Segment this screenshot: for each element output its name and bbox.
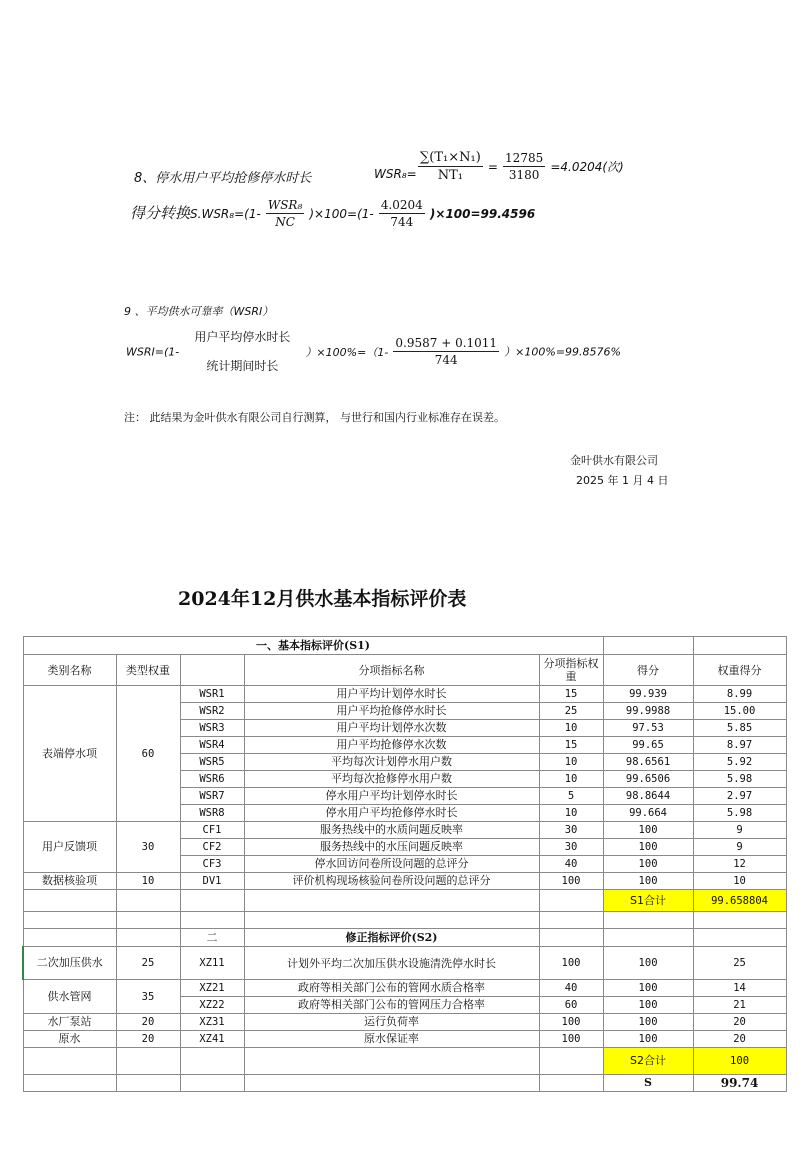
item-weight: 15 xyxy=(539,737,603,754)
category-name: 二次加压供水 xyxy=(23,947,116,980)
item-weight: 10 xyxy=(539,805,603,822)
group-weight: 60 xyxy=(116,686,180,822)
item-score: 99.65 xyxy=(603,737,693,754)
item-code: CF1 xyxy=(180,822,244,839)
item-weighted-score: 2.97 xyxy=(693,788,786,805)
table-row xyxy=(23,980,786,997)
item-name: 服务热线中的水压问题反映率 xyxy=(244,839,539,856)
item9-fraction-num: 用户平均停水时长 xyxy=(194,330,291,344)
item-weight: 15 xyxy=(539,686,603,703)
empty-cell xyxy=(603,929,693,947)
score-fraction-2-den: 744 xyxy=(390,215,414,229)
s2-total-row xyxy=(23,1048,786,1075)
category-weight: 20 xyxy=(116,1014,180,1031)
category-name: 水厂泵站 xyxy=(23,1014,116,1031)
item8-score-row xyxy=(130,198,535,229)
item-weighted-score: 12 xyxy=(693,856,786,873)
item9-formula xyxy=(126,328,621,374)
empty-cell xyxy=(116,1075,180,1092)
table-row xyxy=(23,822,786,839)
item9-label: 9 、平均供水可靠率（WSRI） xyxy=(124,305,274,318)
item9-fraction xyxy=(192,328,292,374)
score-fraction-2-num: 4.0204 xyxy=(380,198,423,212)
item-weight: 100 xyxy=(539,947,603,980)
item-weighted-score: 5.92 xyxy=(693,754,786,771)
item-weighted-score: 20 xyxy=(693,1031,786,1048)
table-row xyxy=(23,873,786,890)
empty-cell xyxy=(603,912,693,929)
empty-cell xyxy=(23,890,116,912)
header-score: 得分 xyxy=(603,655,693,686)
empty-cell xyxy=(539,1075,603,1092)
item-name: 运行负荷率 xyxy=(244,1014,539,1031)
section2-row xyxy=(23,929,786,947)
category-name: 原水 xyxy=(23,1031,116,1048)
table-row xyxy=(23,686,786,703)
item-name: 用户平均抢修停水时长 xyxy=(244,703,539,720)
score-fraction-2 xyxy=(379,198,425,229)
item-code: XZ41 xyxy=(180,1031,244,1048)
group-weight: 30 xyxy=(116,822,180,873)
item-name: 停水用户平均计划停水时长 xyxy=(244,788,539,805)
item9-fraction-2-den: 744 xyxy=(434,352,458,367)
item-score: 100 xyxy=(603,856,693,873)
header-weighted-score: 权重得分 xyxy=(693,655,786,686)
section2-title: 修正指标评价(S2) xyxy=(244,929,539,947)
s2-total-value: 100 xyxy=(693,1048,786,1075)
empty-cell xyxy=(180,890,244,912)
s2-total-label: S2合计 xyxy=(603,1048,693,1075)
item-weighted-score: 5.85 xyxy=(693,720,786,737)
item-code: WSR5 xyxy=(180,754,244,771)
empty-cell xyxy=(244,1048,539,1075)
item-code: WSR7 xyxy=(180,788,244,805)
item-weight: 100 xyxy=(539,873,603,890)
item-name: 用户平均计划停水次数 xyxy=(244,720,539,737)
empty-cell xyxy=(116,912,180,929)
s-total-row xyxy=(23,1075,786,1092)
empty-cell xyxy=(23,1048,116,1075)
item-code: WSR4 xyxy=(180,737,244,754)
header-type-weight: 类型权重 xyxy=(116,655,180,686)
signature-date: 2025 年 1 月 4 日 xyxy=(576,474,669,487)
empty-cell xyxy=(244,1075,539,1092)
section2-prefix: 二 xyxy=(180,929,244,947)
item-weight: 10 xyxy=(539,754,603,771)
item-code: CF2 xyxy=(180,839,244,856)
item-weighted-score: 9 xyxy=(693,822,786,839)
evaluation-table xyxy=(22,636,785,1092)
item-score: 100 xyxy=(603,839,693,856)
item-weight: 10 xyxy=(539,771,603,788)
item8-denominator: 3180 xyxy=(508,168,540,182)
item9-fraction-den: 统计期间时长 xyxy=(206,359,279,373)
score-expr-3: )×100=99.4596 xyxy=(429,207,536,221)
empty-cell xyxy=(180,1075,244,1092)
item-name: 平均每次计划停水用户数 xyxy=(244,754,539,771)
empty-cell xyxy=(116,1048,180,1075)
item8-sum-numerator: ∑(T₁×N₁) xyxy=(420,150,481,165)
item-weight: 100 xyxy=(539,1031,603,1048)
empty-cell xyxy=(180,655,244,686)
note: 注： 此结果为金叶供水有限公司自行测算， 与世行和国内行业标准存在误差。 xyxy=(124,411,505,424)
table-row xyxy=(23,947,786,980)
item-weight: 30 xyxy=(539,822,603,839)
item-score: 100 xyxy=(603,1031,693,1048)
s1-total-row xyxy=(23,890,786,912)
group-name: 用户反馈项 xyxy=(23,822,116,873)
item9-mid: ）×100%=（1- xyxy=(305,345,389,359)
item-weighted-score: 5.98 xyxy=(693,805,786,822)
item-score: 97.53 xyxy=(603,720,693,737)
empty-cell xyxy=(603,637,693,655)
item8-sum-denominator: NT₁ xyxy=(437,168,464,183)
item-name: 用户平均计划停水时长 xyxy=(244,686,539,703)
s-total-value: 99.74 xyxy=(693,1075,786,1092)
item-code: WSR2 xyxy=(180,703,244,720)
group-weight: 10 xyxy=(116,873,180,890)
table-title: 2024年12月供水基本指标评价表 xyxy=(178,588,467,610)
item-score: 100 xyxy=(603,980,693,997)
item-weighted-score: 5.98 xyxy=(693,771,786,788)
empty-cell xyxy=(539,1048,603,1075)
item-code: WSR3 xyxy=(180,720,244,737)
item-code: CF3 xyxy=(180,856,244,873)
score-conversion-label: 得分转换 xyxy=(130,204,191,222)
item-weighted-score: 10 xyxy=(693,873,786,890)
item-weighted-score: 8.97 xyxy=(693,737,786,754)
table-row xyxy=(23,1014,786,1031)
item-score: 100 xyxy=(603,822,693,839)
item9-fraction-2-num: 0.9587 + 0.1011 xyxy=(395,335,498,350)
item-name: 计划外平均二次加压供水设施清洗停水时长 xyxy=(244,947,539,980)
empty-cell xyxy=(693,929,786,947)
score-fraction-1-den: NC xyxy=(275,215,295,229)
empty-cell xyxy=(23,1075,116,1092)
item-name: 停水用户平均抢修停水时长 xyxy=(244,805,539,822)
item8-value-fraction xyxy=(503,151,545,182)
item-weighted-score: 25 xyxy=(693,947,786,980)
item-code: DV1 xyxy=(180,873,244,890)
item8-formula xyxy=(418,150,624,183)
empty-cell xyxy=(244,890,539,912)
header-item-name: 分项指标名称 xyxy=(244,655,539,686)
table-row xyxy=(23,1031,786,1048)
item8-label: 8、停水用户平均抢修停水时长 xyxy=(134,171,312,186)
item-weight: 100 xyxy=(539,1014,603,1031)
score-expr-1: S.WSR₈=(1- xyxy=(190,207,261,221)
category-weight: 35 xyxy=(116,980,180,1014)
item-code: XZ31 xyxy=(180,1014,244,1031)
item-weight: 60 xyxy=(539,997,603,1014)
empty-cell xyxy=(180,912,244,929)
item-weight: 40 xyxy=(539,856,603,873)
item8-result: =4.0204(次) xyxy=(550,160,624,174)
item-score: 98.8644 xyxy=(603,788,693,805)
empty-cell xyxy=(23,929,116,947)
item-code: XZ22 xyxy=(180,997,244,1014)
empty-cell xyxy=(693,912,786,929)
item-score: 100 xyxy=(603,947,693,980)
item-weighted-score: 21 xyxy=(693,997,786,1014)
item-name: 平均每次抢修停水用户数 xyxy=(244,771,539,788)
empty-cell xyxy=(539,929,603,947)
empty-cell xyxy=(116,929,180,947)
item-code: WSR8 xyxy=(180,805,244,822)
item-name: 停水回访问卷所设问题的总评分 xyxy=(244,856,539,873)
empty-cell xyxy=(539,890,603,912)
item-weighted-score: 20 xyxy=(693,1014,786,1031)
item-score: 100 xyxy=(603,997,693,1014)
item-score: 100 xyxy=(603,873,693,890)
category-name: 供水管网 xyxy=(23,980,116,1014)
item-weight: 30 xyxy=(539,839,603,856)
item-code: WSR1 xyxy=(180,686,244,703)
item-name: 服务热线中的水质问题反映率 xyxy=(244,822,539,839)
category-weight: 25 xyxy=(116,947,180,980)
item-score: 99.664 xyxy=(603,805,693,822)
blank-row xyxy=(23,912,786,929)
item-weight: 10 xyxy=(539,720,603,737)
item8-sum-fraction xyxy=(418,150,483,183)
header-item-weight: 分项指标权重 xyxy=(539,655,603,686)
item-weighted-score: 15.00 xyxy=(693,703,786,720)
item-weight: 25 xyxy=(539,703,603,720)
item-score: 98.6561 xyxy=(603,754,693,771)
item-score: 99.939 xyxy=(603,686,693,703)
empty-cell xyxy=(244,912,539,929)
item-name: 评价机构现场核验问卷所设问题的总评分 xyxy=(244,873,539,890)
item-weight: 40 xyxy=(539,980,603,997)
item-code: WSR6 xyxy=(180,771,244,788)
item-name: 政府等相关部门公布的管网压力合格率 xyxy=(244,997,539,1014)
empty-cell xyxy=(539,912,603,929)
score-fraction-1-num: WSR₈ xyxy=(267,198,303,212)
item9-fraction-2 xyxy=(393,336,499,367)
item-weighted-score: 8.99 xyxy=(693,686,786,703)
item9-lhs: WSRI=(1- xyxy=(126,345,180,359)
item-name: 政府等相关部门公布的管网水质合格率 xyxy=(244,980,539,997)
item-code: XZ11 xyxy=(180,947,244,980)
item-code: XZ21 xyxy=(180,980,244,997)
item-score: 99.9988 xyxy=(603,703,693,720)
item-score: 99.6506 xyxy=(603,771,693,788)
item-score: 100 xyxy=(603,1014,693,1031)
item-name: 原水保证率 xyxy=(244,1031,539,1048)
empty-cell xyxy=(23,912,116,929)
item9-result: ）×100%=99.8576% xyxy=(504,345,621,359)
item-weight: 5 xyxy=(539,788,603,805)
header-category: 类别名称 xyxy=(23,655,116,686)
item-name: 用户平均抢修停水次数 xyxy=(244,737,539,754)
empty-cell xyxy=(116,890,180,912)
item-weighted-score: 9 xyxy=(693,839,786,856)
empty-cell xyxy=(693,637,786,655)
item8-numerator: 12785 xyxy=(505,151,544,165)
empty-cell xyxy=(180,1048,244,1075)
score-fraction-1 xyxy=(266,198,304,229)
group-name: 表端停水项 xyxy=(23,686,116,822)
item8-eq: = xyxy=(487,160,498,174)
signature-company: 金叶供水有限公司 xyxy=(570,454,658,467)
score-expr-2: )×100=(1- xyxy=(309,207,374,221)
section1-title: 一、基本指标评价(S1) xyxy=(23,637,603,655)
s-total-label: S xyxy=(603,1075,693,1092)
s1-total-value: 99.658804 xyxy=(693,890,786,912)
item8-lhs: WSR₈= xyxy=(374,167,417,181)
item-weighted-score: 14 xyxy=(693,980,786,997)
s1-total-label: S1合计 xyxy=(603,890,693,912)
category-weight: 20 xyxy=(116,1031,180,1048)
group-name: 数据核验项 xyxy=(23,873,116,890)
